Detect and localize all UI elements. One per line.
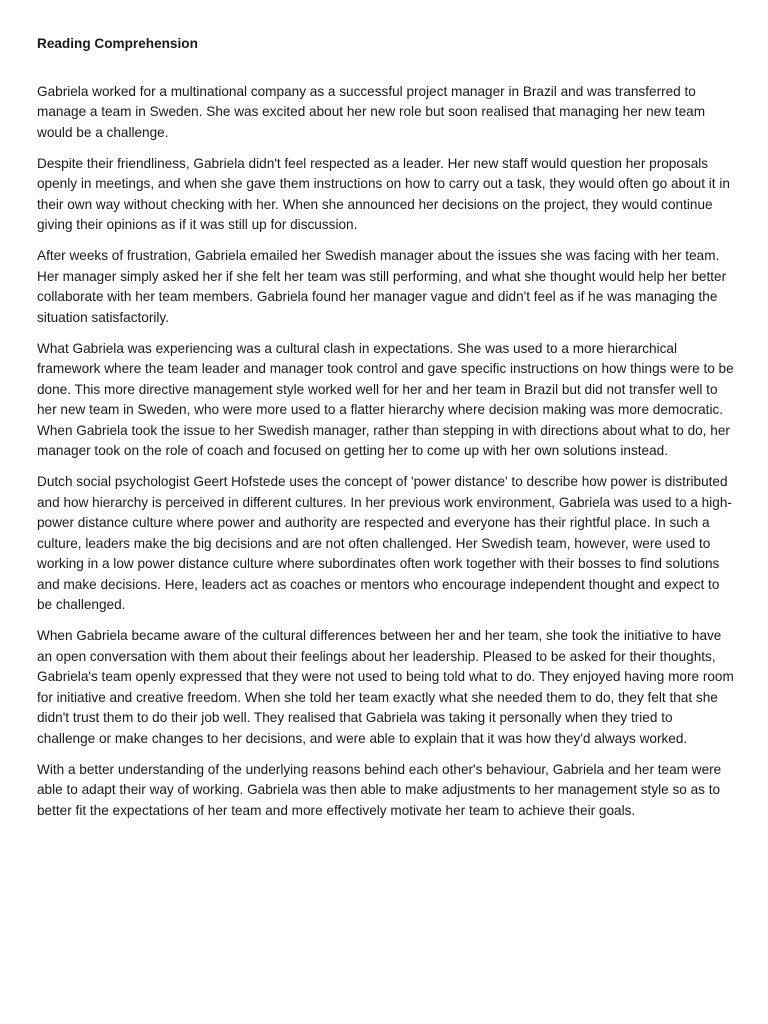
paragraph-7: With a better understanding of the underlying reasons behind each other's behaviour, Gabriela and her team were able to adapt their way of working. Gabriela was then able to make adjustments to her management style so as to better fit the expectations of her team and more effectively motivate her team to achieve their goals. <box>37 761 722 818</box>
paragraph-4: What Gabriela was experiencing was a cultural clash in expectations. She was used to a more hierarchical framework where the team leader and manager took control and gave specific instructions on how things were to be done. This more directive management style worked well for her and her team in Brazil but did not transfer well to her new team in Sweden, who were more used to a flatter hierarchy where decision making was more democratic. When Gabriela took the issue to her Swedish manager, rather than stepping in with directions about what to do, her manager took on the role of coach and focused on getting her to come up with her own solutions instead. <box>37 340 734 458</box>
paragraph-1: Gabriela worked for a multinational company as a successful project manager in Brazil and was transferred to manage a team in Sweden. She was excited about her new role but soon realised that managing her new team would be a challenge. <box>37 83 706 140</box>
paragraph-6: When Gabriela became aware of the cultural differences between her and her team, she took the initiative to have an open conversation with them about their feelings about her leadership. Pleased to be asked for their thoughts, Gabriela's team openly expressed that they were not used to being told what to do. They enjoyed having more room for initiative and creative freedom. When she told her team exactly what she needed them to do, they felt that she didn't trust them to do their job well. They realised that Gabriela was taking it personally when they tried to challenge or make changes to her decisions, and were able to explain that it was how they'd always worked. <box>37 628 734 746</box>
paragraph-2: Despite their friendliness, Gabriela didn't feel respected as a leader. Her new staff would question her proposals openly in meetings, and when she gave them instructions on how to carry out a task, they would often go about it in their own way without checking with her. When she announced her decisions on the project, they would continue giving their opinions as if it was still up for discussion. <box>37 155 730 232</box>
document-page <box>37 34 734 832</box>
paragraph-5: Dutch social psychologist Geert Hofstede uses the concept of 'power distance' to describe how power is distributed and how hierarchy is perceived in different cultures. In her previous work environment, Gabriela was used to a high-power distance culture where power and authority are respected and everyone has their rightful place. In such a culture, leaders make the big decisions and are not often challenged. Her Swedish team, however, were used to working in a low power distance culture where subordinates often work together with their bosses to find solutions and make decisions. Here, leaders act as coaches or mentors who encourage independent thought and expect to be challenged. <box>37 474 732 612</box>
paragraph-3: After weeks of frustration, Gabriela emailed her Swedish manager about the issues she was facing with her team. Her manager simply asked her if she felt her team was still performing, and what she thought would help her better collaborate with her team members. Gabriela found her manager vague and didn't feel as if he was managing the situation satisfactorily. <box>37 248 727 325</box>
document-title: Reading Comprehension <box>37 36 198 51</box>
